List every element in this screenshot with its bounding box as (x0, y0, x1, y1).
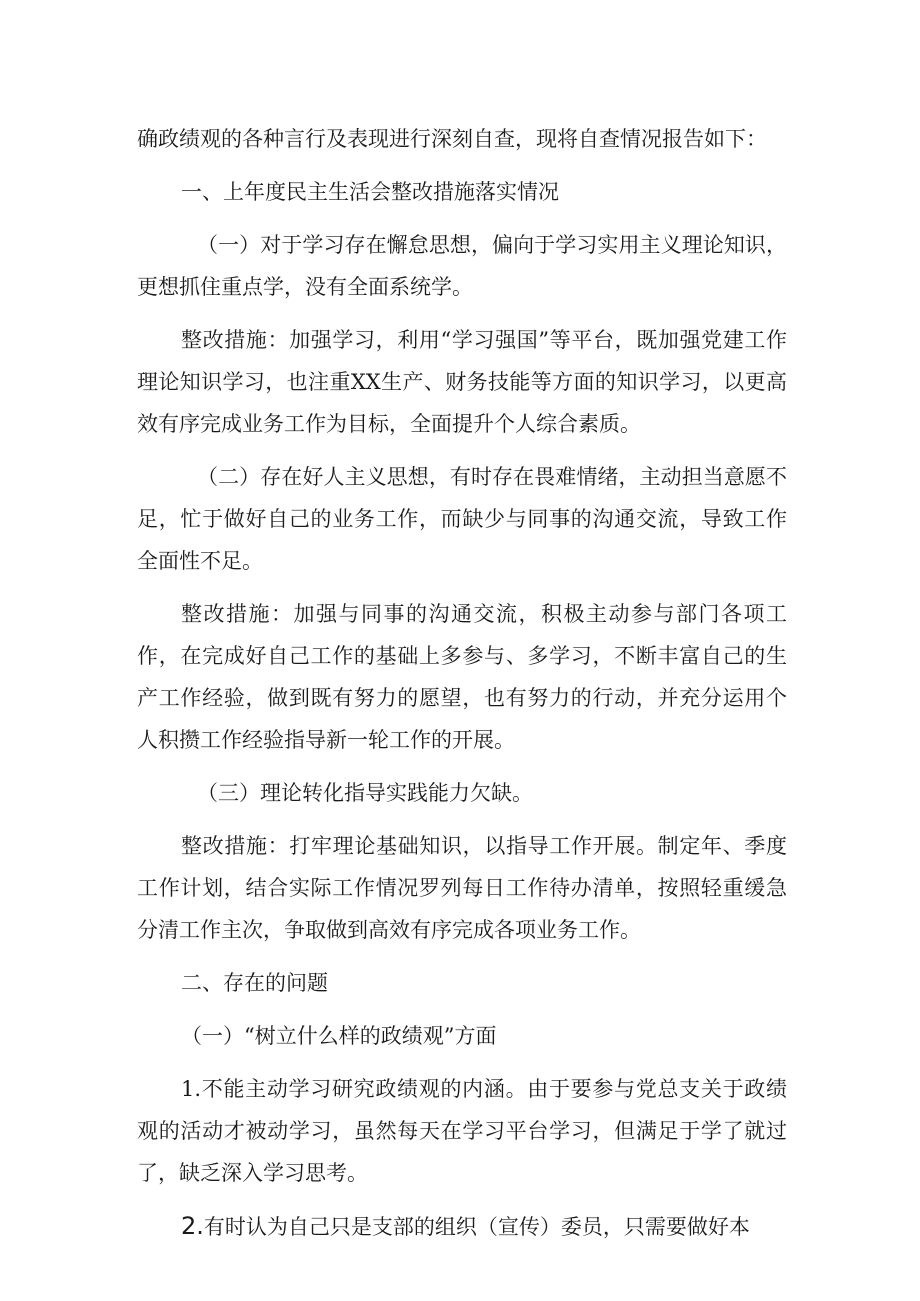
problem-2-text: 有时认为自己只是支部的组织（宣传）委员，只需要做好本 (203, 1215, 750, 1239)
intro-line: 确政绩观的各种言行及表现进行深刻自查，现将自查情况报告如下： (137, 127, 767, 151)
item-2-problem: （二）存在好人主义思想，有时存在畏难情绪，主动担当意愿不足，忙于做好自己的业务工作，而缺少与同事的沟通交流，导致工作全面性不足。 (137, 465, 787, 573)
item-2-measures: 整改措施：加强与同事的沟通交流，积极主动参与部门各项工作，在完成好自己工作的基础上多参与、多学习，不断丰富自己的生产工作经验，做到既有努力的愿望，也有努力的行动，并充分运用个人积攒工作经验指导新一轮工作的开展。 (137, 602, 787, 752)
document-body (137, 118, 787, 1248)
problem-2 (137, 1205, 787, 1248)
problem-1: 1.不能主动学习研究政绩观的内涵。由于要参与党总支关于政绩观的活动才被动学习，虽然每天在学习平台学习，但满足于学了就过了，缺乏深入学习思考。 (137, 1077, 787, 1185)
section-heading-1: 一、上年度民主生活会整改措施落实情况 (181, 180, 559, 204)
item-1-problem: （一）对于学习存在懈怠思想，偏向于学习实用主义理论知识，更想抓住重点学，没有全面系统学。 (137, 233, 787, 299)
subsection-heading-1: （一）“树立什么样的政绩观”方面 (181, 1024, 497, 1048)
item-3-problem: （三）理论转化指导实践能力欠缺。 (197, 781, 533, 805)
section-heading-2: 二、存在的问题 (181, 971, 328, 995)
item-3-measures: 整改措施：打牢理论基础知识，以指导工作开展。制定年、季度工作计划，结合实际工作情况罗列每日工作待办清单，按照轻重缓急分清工作主次，争取做到高效有序完成各项业务工作。 (137, 834, 787, 942)
problem-2-number: 2. (181, 1212, 204, 1240)
item-1-measures: 整改措施：加强学习，利用“学习强国”等平台，既加强党建工作理论知识学习，也注重XX生产、财务技能等方面的知识学习，以更高效有序完成业务工作为目标，全面提升个人综合素质。 (137, 328, 787, 436)
